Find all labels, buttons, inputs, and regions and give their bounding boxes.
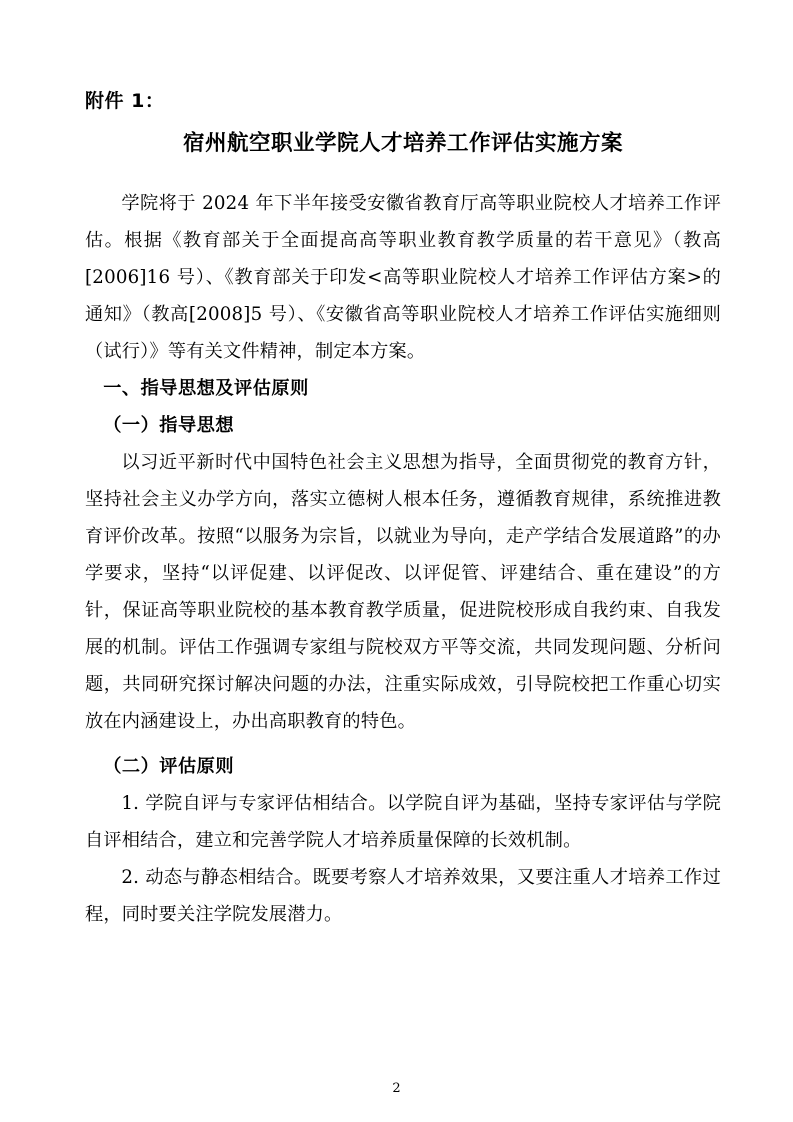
- paragraph-spacer: [85, 740, 721, 748]
- paragraph-intro: 学院将于 2024 年下半年接受安徽省教育厅高等职业院校人才培养工作评估。根据《教育部关于全面提高高等职业教育教学质量的若干意见》（教高[2006]16 号）、《教育部关于印发<高等职业院校人才培养工作评估方案>的通知》（教高[2008]5 号）、《安徽省高等职业院校人才培养工作评估实施细则（试行）》等有关文件精神，制定本方案。: [85, 192, 721, 362]
- page-number: 2: [392, 1081, 401, 1096]
- paragraph-principle-one: 1. 学院自评与专家评估相结合。以学院自评为基础，坚持专家评估与学院自评相结合，建立和完善学院人才培养质量保障的长效机制。: [85, 792, 721, 851]
- paragraph-principle-two: 2. 动态与静态相结合。既要考察人才培养效果，又要注重人才培养工作过程，同时要关注学院发展潜力。: [85, 866, 721, 925]
- page-title: 宿州航空职业学院人才培养工作评估实施方案: [182, 130, 623, 156]
- subsection-heading-principles: （二）评估原则: [103, 755, 235, 777]
- paragraph-guiding-ideology: 以习近平新时代中国特色社会主义思想为指导，全面贯彻党的教育方针，坚持社会主义办学方向，落实立德树人根本任务，遵循教育规律，系统推进教育评价改革。按照“以服务为宗旨，以就业为导向，走产学结合发展道路”的办学要求，坚持“以评促建、以评促改、以评促管、评建结合、重在建设”的方针，保证高等职业院校的基本教育教学质量，促进院校形成自我约束、自我发展的机制。评估工作强调专家组与院校双方平等交流，共同发现问题、分析问题，共同研究探讨解决问题的办法，注重实际成效，引导院校把工作重心切实放在内涵建设上，办出高职教育的特色。: [85, 451, 721, 732]
- section-heading-one: 一、指导思想及评估原则: [103, 377, 309, 399]
- subsection-heading-guiding-ideology: （一）指导思想: [103, 414, 235, 436]
- attachment-label: 附件 1：: [85, 90, 165, 112]
